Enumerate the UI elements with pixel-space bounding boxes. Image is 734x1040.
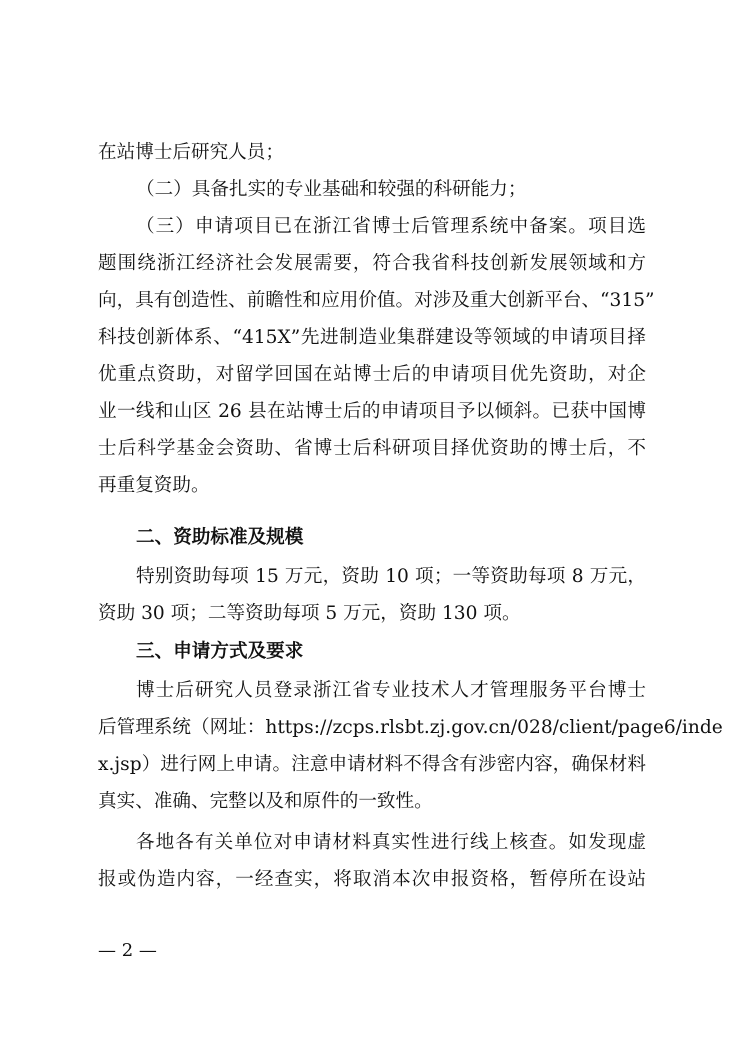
funding-line-2: 资助 30 项；二等资助每项 5 万元，资助 130 项。 <box>98 603 521 624</box>
section-heading-application: 三、申请方式及要求 <box>136 641 304 662</box>
requirement-item-3: （三）申请项目已在浙江省博士后管理系统中备案。项目选 <box>136 216 646 237</box>
body-line-9: 士后科学基金会资助、省博士后科研项目择优资助的博士后，不 <box>98 438 646 459</box>
body-line-4: 题围绕浙江经济社会发展需要，符合我省科技创新发展领域和方 <box>98 253 646 274</box>
application-line-3: x.jsp）进行网上申请。注意申请材料不得含有涉密内容，确保材料 <box>98 754 646 775</box>
body-line-6: 科技创新体系、“415X”先进制造业集群建设等领域的申请项目择 <box>98 327 646 348</box>
page-number: — 2 — <box>98 940 157 961</box>
verification-line-1: 各地各有关单位对申请材料真实性进行线上核查。如发现虚 <box>136 832 646 853</box>
body-line-8: 业一线和山区 26 县在站博士后的申请项目予以倾斜。已获中国博 <box>98 401 646 422</box>
verification-line-2: 报或伪造内容，一经查实，将取消本次申报资格，暂停所在设站 <box>98 869 646 890</box>
body-line-7: 优重点资助，对留学回国在站博士后的申请项目优先资助，对企 <box>98 364 646 385</box>
body-line-1: 在站博士后研究人员； <box>98 142 284 163</box>
body-line-5: 向，具有创造性、前瞻性和应用价值。对涉及重大创新平台、“315” <box>98 290 655 311</box>
section-heading-funding: 二、资助标准及规模 <box>136 527 304 548</box>
body-line-10: 再重复资助。 <box>98 475 210 496</box>
requirement-item-2: （二）具备扎实的专业基础和较强的科研能力； <box>136 179 527 200</box>
application-line-2: 后管理系统（网址：https://zcps.rlsbt.zj.gov.cn/028/client/page6/inde <box>98 717 723 738</box>
funding-line-1: 特别资助每项 15 万元，资助 10 项；一等资助每项 8 万元， <box>136 566 646 587</box>
application-line-1: 博士后研究人员登录浙江省专业技术人才管理服务平台博士 <box>136 680 646 701</box>
application-line-4: 真实、准确、完整以及和原件的一致性。 <box>98 791 433 812</box>
